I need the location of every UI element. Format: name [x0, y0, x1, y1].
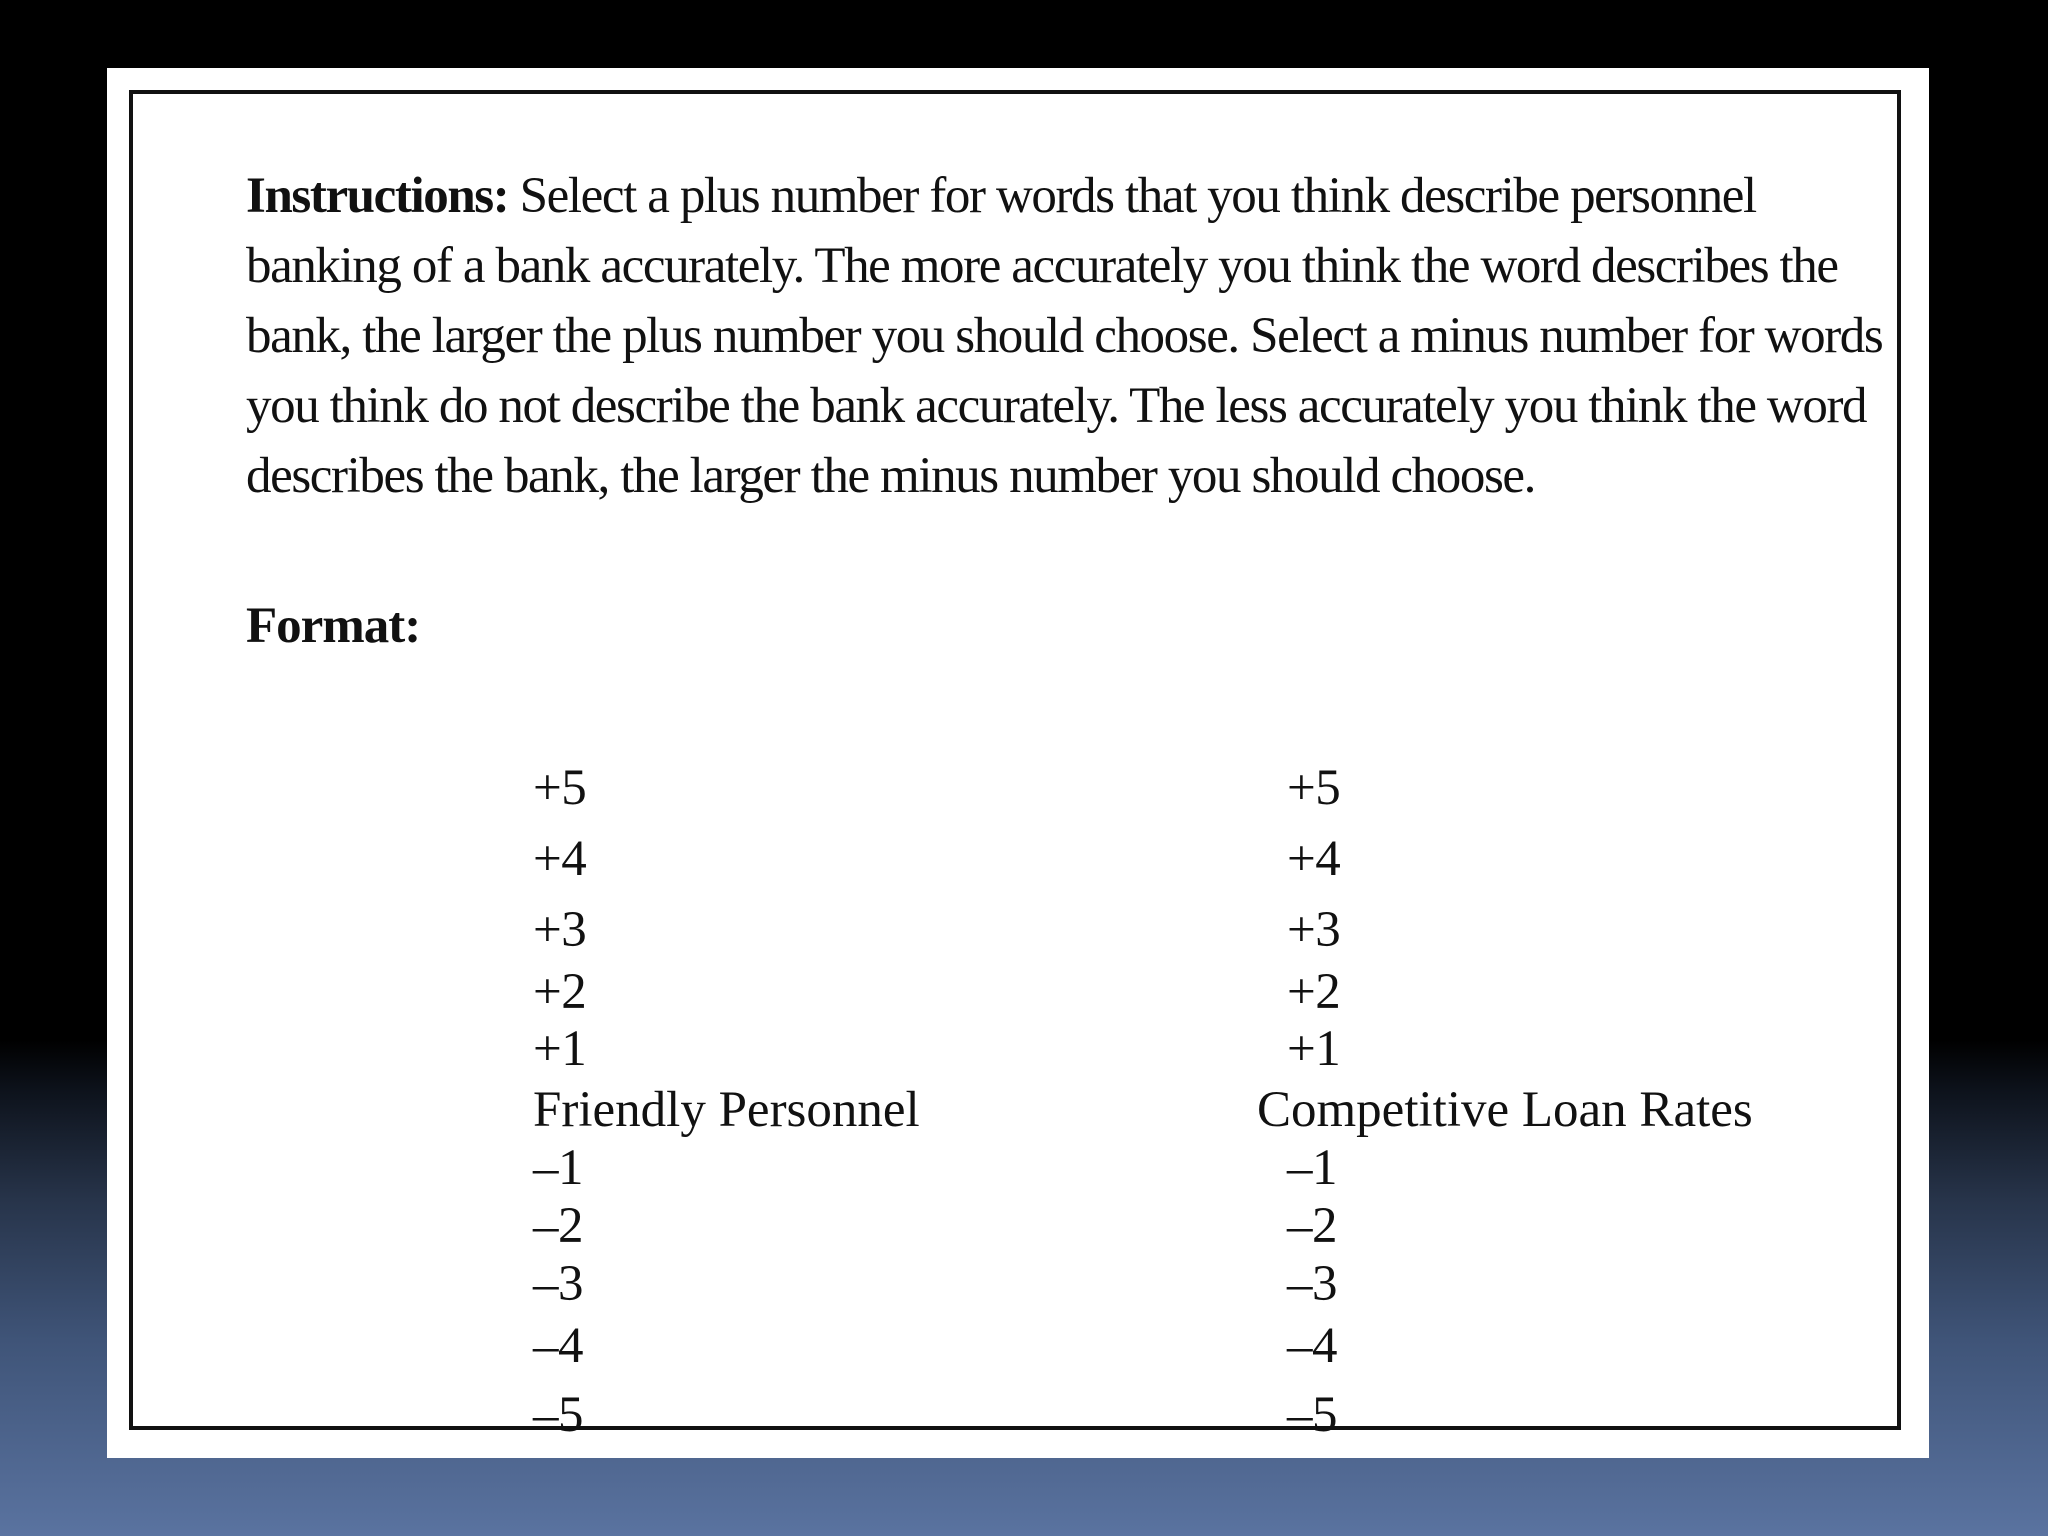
scale-value-minus-2[interactable]: –2: [533, 1198, 583, 1254]
scale-word: Competitive Loan Rates: [1257, 1082, 1753, 1138]
scale-value-plus-4[interactable]: +4: [1287, 831, 1341, 887]
scale-value-plus-5[interactable]: +5: [533, 760, 587, 816]
scale-value-minus-2[interactable]: –2: [1287, 1198, 1337, 1254]
scale-value-plus-1[interactable]: +1: [533, 1021, 587, 1077]
scale-value-plus-5[interactable]: +5: [1287, 760, 1341, 816]
scale-value-plus-2[interactable]: +2: [1287, 964, 1341, 1020]
instructions-label: Instructions:: [246, 168, 509, 224]
document-frame: [129, 90, 1901, 1443]
scale-value-minus-1[interactable]: –1: [1287, 1140, 1337, 1196]
instructions-paragraph: [246, 161, 1886, 511]
scale-value-plus-4[interactable]: +4: [533, 831, 587, 887]
instructions-text: Select a plus number for words that you think describe personnel banking of a bank accurately. The more accurately you think the word describes the bank, the larger the plus number you should choose. Select a minus number for words you think do not describe the bank accurately. The less accurately you think the word describes the bank, the larger the minus number you should choose.: [246, 168, 1883, 504]
scale-value-plus-2[interactable]: +2: [533, 964, 587, 1020]
format-label: Format:: [246, 598, 421, 654]
scale-value-plus-1[interactable]: +1: [1287, 1021, 1341, 1077]
scale-value-minus-4[interactable]: –4: [533, 1318, 583, 1374]
scale-value-plus-3[interactable]: +3: [1287, 902, 1341, 958]
scale-value-minus-1[interactable]: –1: [533, 1140, 583, 1196]
scale-word: Friendly Personnel: [533, 1082, 920, 1138]
scale-value-minus-4[interactable]: –4: [1287, 1318, 1337, 1374]
slide-card: [107, 68, 1929, 1458]
scale-value-minus-5[interactable]: –5: [1287, 1387, 1337, 1443]
scale-value-plus-3[interactable]: +3: [533, 902, 587, 958]
scale-value-minus-5[interactable]: –5: [533, 1387, 583, 1443]
scale-value-minus-3[interactable]: –3: [1287, 1256, 1337, 1312]
scale-value-minus-3[interactable]: –3: [533, 1256, 583, 1312]
